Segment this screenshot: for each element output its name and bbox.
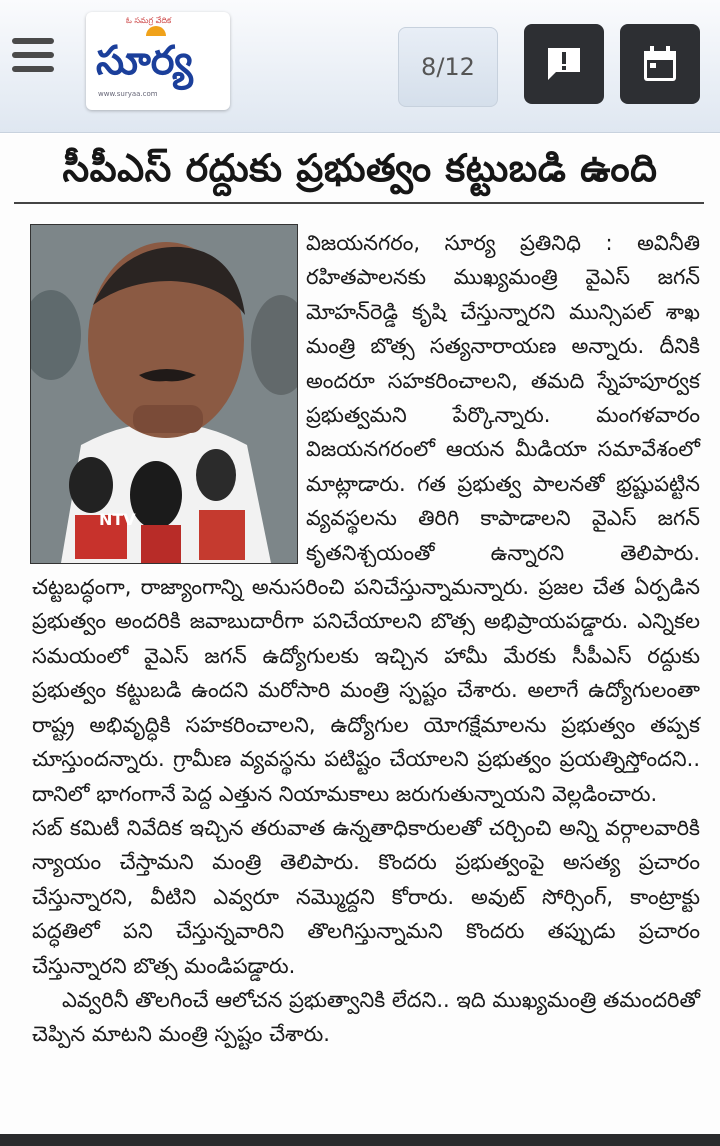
article-headline: సీపీఎస్ రద్దుకు ప్రభుత్వం కట్టుబడి ఉంది <box>62 146 658 190</box>
feedback-icon <box>544 44 584 84</box>
paragraph-text: విజయనగరం, సూర్య ప్రతినిధి : అవినీతి రహితపాలనకు ముఖ్యమంత్రి వైఎస్ జగన్ మోహన్‌రెడ్డి కృషి చేస్తున్నారని మున్సిపల్ శాఖ మంత్రి బొత్స సత్యనారాయణ అన్నారు. దీనికి అందరూ సహకరించాలని, తమది స్నేహపూర్వక ప్రభుత్వమని పేర్కొన్నారు. మంగళవారం విజయనగరంలో ఆయన మీడియా సమావేశంలో మాట్లాడారు. గత ప్రభుత్వ పాలనతో భ్రష్టుపట్టిన వ్యవస్థలను తిరిగి కాపాడాలని వైఎస్ జగన్ కృతనిశ్చయంతో ఉన్నారని తెలిపారు. చట్టబద్ధంగా, రాజ్యాంగాన్ని అనుసరించి పనిచేస్తున్నామన్నారు. ప్రజల చేత ఏర్పడిన ప్రభుత్వం అందరికి జవాబుదారీగా పనిచేయాలని బొత్స అభిప్రాయపడ్డారు. ఎన్నికల సమయంలో వైఎస్ జగన్ ఉద్యోగులకు ఇచ్చిన హామీ మేరకు సీపీఎస్ రద్దుకు ప్రభుత్వం కట్టుబడి ఉందని మరోసారి మంత్రి స్పష్టం చేశారు. అలాగే ఉద్యోగులంతా రాష్ట్ర అభివృద్ధికి సహకరించాలని, ఉద్యోగుల యోగక్షేమాలను ప్రభుత్వం తప్పక చూస్తుందన్నారు. గ్రామీణ వ్యవస్థను పటిష్టం చేయాలని ప్రభుత్వం ప్రయత్నిస్తోందని.. దానిలో భాగంగానే పెద్ద ఎత్తున నియామకాలు జరుగుతున్నాయని వెల్లడించారు. <box>32 231 700 806</box>
article-paragraph-2: సబ్ కమిటీ నివేదిక ఇచ్చిన తరువాత ఉన్నతాధికారులతో చర్చించి అన్ని వర్గాలవారికి న్యాయం చేస్తామని మంత్రి తెలిపారు. కొందరు ప్రభుత్వంపై అసత్య ప్రచారం చేస్తున్నారని, వీటిని ఎవ్వరూ నమ్మొద్దని కోరారు. అవుట్ సోర్సింగ్, కాంట్రాక్టు పద్ధతిలో పని చేస్తున్నవారిని తొలగిస్తున్నామని కొందరు తప్పుడు ప్రచారం చేస్తున్నారని బొత్స మండిపడ్డారు. <box>32 815 700 978</box>
photo-wrap-spacer <box>32 226 306 564</box>
logo-tagline: ఓ సమగ్ర వేదిక <box>126 16 172 25</box>
menu-icon[interactable] <box>12 38 54 76</box>
calendar-button[interactable] <box>620 24 700 104</box>
calendar-icon <box>640 44 680 84</box>
headline-divider <box>14 202 704 204</box>
app-toolbar <box>0 0 720 133</box>
logo-text: సూర్య <box>96 38 193 84</box>
newspaper-logo[interactable] <box>86 12 230 110</box>
feedback-button[interactable] <box>524 24 604 104</box>
ntv-mic-logo: NTV <box>99 510 136 529</box>
page-indicator[interactable]: 8/12 <box>398 27 498 107</box>
logo-url: www.suryaa.com <box>98 90 158 98</box>
article-paragraph-1 <box>32 226 700 811</box>
logo-sun-icon <box>146 26 166 36</box>
bottom-edge <box>0 1134 720 1146</box>
article-paragraph-3: ఎవ్వరినీ తొలగించే ఆలోచన ప్రభుత్వానికి లేదని.. ఇది ముఖ్యమంత్రి తమందరితో చెప్పిన మాటని మంత్రి స్పష్టం చేశారు. <box>32 987 700 1047</box>
article-body <box>32 226 700 1052</box>
